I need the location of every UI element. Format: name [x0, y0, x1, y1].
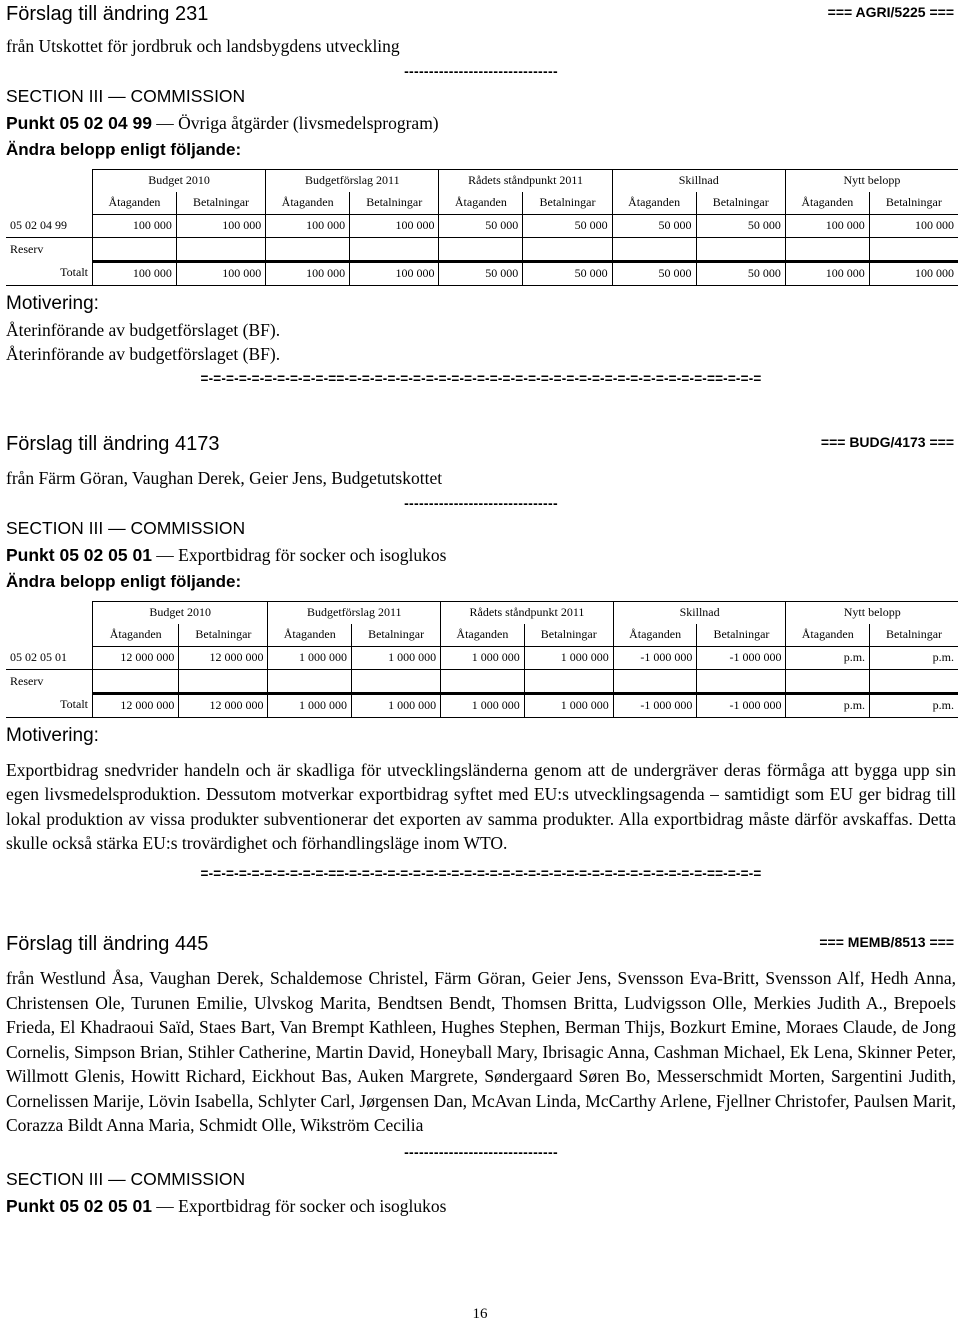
budget-line-text: — Exportbidrag för socker och isoglukos — [151, 544, 447, 565]
table-cell: 12 000 000 — [93, 693, 179, 717]
table-cell: -1 000 000 — [613, 646, 697, 669]
table-cell: 100 000 — [266, 214, 350, 237]
amendment-separator: =-=-=-=-=-=-=-=-=-=-==-=-=-=-=-=-=-=-=-=-=-=-=-=-=-=-=-=-=-=-=-=-=-=-=-=-=-=-=-==-=-=-= — [200, 865, 762, 881]
table-cell: 50 000 — [696, 261, 785, 285]
amendment-separator: =-=-=-=-=-=-=-=-=-=-==-=-=-=-=-=-=-=-=-=-=-=-=-=-=-=-=-=-=-=-=-=-=-=-=-=-=-=-=-==-=-=-= — [200, 370, 762, 386]
table-cell: p.m. — [870, 693, 958, 717]
amendment-reference: === MEMB/8513 === — [819, 934, 954, 950]
table-cell: 1 000 000 — [268, 646, 352, 669]
table-cell: 50 000 — [696, 214, 785, 237]
table-cell: 50 000 — [612, 214, 696, 237]
table-cell: 50 000 — [523, 214, 612, 237]
table-subheader: Åtaganden — [266, 192, 350, 215]
table-subheader: Åtaganden — [441, 624, 525, 647]
table-cell: p.m. — [786, 646, 870, 669]
reserve-label: Reserv — [10, 673, 44, 688]
table-cell: 50 000 — [439, 214, 523, 237]
table-cell: 1 000 000 — [352, 646, 441, 669]
amendment-authors: från Färm Göran, Vaughan Derek, Geier Jens, Budgetutskottet — [6, 468, 443, 488]
budget-table — [6, 601, 958, 718]
budget-line-label: Punkt 05 02 05 01 — [6, 1195, 152, 1216]
table-cell: -1 000 000 — [697, 646, 786, 669]
table-row-label: 05 02 05 01 — [6, 646, 93, 669]
table-subheader: Åtaganden — [786, 624, 870, 647]
table-group-header: Budgetförslag 2011 — [268, 601, 441, 624]
table-cell: 100 000 — [869, 261, 958, 285]
table-group-header: Nytt belopp — [785, 169, 958, 192]
table-subheader-row — [6, 624, 958, 647]
total-label: Totalt — [6, 261, 93, 285]
table-subheader: Betalningar — [870, 624, 958, 647]
table-group-header: Rådets ståndpunkt 2011 — [439, 169, 612, 192]
table-cell: 12 000 000 — [179, 646, 268, 669]
table-subheader: Betalningar — [176, 192, 265, 215]
table-cell: 50 000 — [523, 261, 612, 285]
table-subheader: Betalningar — [696, 192, 785, 215]
table-subheader: Betalningar — [350, 192, 439, 215]
table-subheader: Åtaganden — [93, 624, 179, 647]
table-subheader: Betalningar — [524, 624, 613, 647]
table-subheader-row — [6, 192, 958, 215]
table-cell: p.m. — [786, 693, 870, 717]
table-cell: 100 000 — [350, 261, 439, 285]
table-group-header: Skillnad — [612, 169, 785, 192]
table-cell: 1 000 000 — [524, 646, 613, 669]
budget-line-label: Punkt 05 02 05 01 — [6, 544, 152, 565]
table-subheader: Betalningar — [523, 192, 612, 215]
dash-separator: ------------------------------- — [404, 1143, 558, 1160]
table-row-label: 05 02 04 99 — [6, 214, 93, 237]
table-group-header-row — [6, 601, 958, 624]
budget-line-text: — Övriga åtgärder (livsmedelsprogram) — [151, 112, 439, 133]
table-subheader: Åtaganden — [268, 624, 352, 647]
table-cell: 100 000 — [869, 214, 958, 237]
amendment-reference: === BUDG/4173 === — [820, 434, 954, 450]
table-total-row — [6, 261, 958, 285]
table-group-header: Budget 2010 — [93, 601, 268, 624]
table-subheader: Åtaganden — [785, 192, 869, 215]
table-group-header: Skillnad — [613, 601, 786, 624]
table-cell: 100 000 — [93, 261, 177, 285]
table-cell: p.m. — [870, 646, 958, 669]
table-total-row — [6, 693, 958, 717]
table-subheader: Betalningar — [869, 192, 958, 215]
dash-separator: ------------------------------- — [404, 62, 558, 79]
section-heading: SECTION III — COMMISSION — [6, 517, 246, 538]
budget-line-heading — [6, 109, 956, 137]
table-subheader: Åtaganden — [93, 192, 177, 215]
table-subheader: Betalningar — [352, 624, 441, 647]
table-cell: -1 000 000 — [613, 693, 697, 717]
table-cell: 100 000 — [266, 261, 350, 285]
table-cell: 100 000 — [93, 214, 177, 237]
amendment-title: Förslag till ändring 231 — [6, 3, 209, 25]
table-cell: 100 000 — [176, 214, 265, 237]
table-subheader: Åtaganden — [439, 192, 523, 215]
budget-line-label: Punkt 05 02 04 99 — [6, 112, 152, 133]
motivation-text: Exportbidrag snedvrider handeln och är skadliga för utvecklingsländerna genom att de undergräver deras förmåga att bygga upp sin egen livsmedelsproduktion. Dessutom motverkar exportbidrag syftet med EU:s utvecklingsagenda – samtidigt som EU ger bidrag till lokal produktion av vissa produkter subventionerar det exporten av samma produkter. Alla exportbidrag måste därför avskaffas. Detta skulle också stärka EU:s trovärdighet och förhandlingsläge inom WTO. — [6, 759, 956, 853]
change-amount-heading: Ändra belopp enligt följande: — [6, 571, 242, 591]
table-cell: 100 000 — [350, 214, 439, 237]
section-heading: SECTION III — COMMISSION — [6, 85, 246, 106]
budget-line-text: — Exportbidrag för socker och isoglukos — [151, 1195, 447, 1216]
section-heading: SECTION III — COMMISSION — [6, 1168, 246, 1189]
table-cell: 100 000 — [176, 261, 265, 285]
budget-table — [6, 169, 958, 286]
table-cell: 12 000 000 — [93, 646, 179, 669]
table-cell: 100 000 — [785, 214, 869, 237]
change-amount-heading: Ändra belopp enligt följande: — [6, 139, 242, 159]
table-reserve-row — [6, 669, 958, 693]
amendment-231 — [6, 0, 956, 389]
table-group-header-row — [6, 169, 958, 192]
table-cell: 50 000 — [439, 261, 523, 285]
amendment-445 — [6, 930, 956, 1220]
table-cell: 1 000 000 — [524, 693, 613, 717]
table-cell: 50 000 — [612, 261, 696, 285]
amendment-authors: från Westlund Åsa, Vaughan Derek, Schaldemose Christel, Färm Göran, Geier Jens, Svensson Eva-Britt, Svensson Alf, Hedh Anna, Christensen Ole, Turunen Emilie, Ulvskog Marita, Bendtsen Bendt, Thomsen Britta, Ludvigsson Olle, Merkies Judith A., Brepoels Frieda, El Khadraoui Saïd, Staes Bart, Van Brempt Kathleen, Hughes Stephen, Berman Thijs, Bozkurt Emine, Moraes Claude, de Jong Cornelis, Simpson Brian, Stihler Catherine, Martin David, Honeyball Mary, Ibrisagic Anna, Cashman Michael, Ek Lena, Skinner Peter, Willmott Glenis, Howitt Richard, Eickhout Bas, Auken Margrete, Søndergaard Søren Bo, Messerschmidt Morten, Sargentini Judith, Cornelissen Marije, Lövin Isabella, Schlyter Carl, Jørgensen Dan, McAvan Linda, McCarthy Arlene, Fjellner Christofer, Paulsen Marit, Corazza Bildt Anna Maria, Schmidt Olle, Wikström Cecilia — [6, 968, 956, 1135]
motivation-text: Återinförande av budgetförslaget (BF). — [6, 319, 281, 340]
table-cell: 1 000 000 — [268, 693, 352, 717]
amendment-title: Förslag till ändring 445 — [6, 933, 209, 955]
total-label: Totalt — [6, 693, 93, 717]
amendment-4173 — [6, 430, 956, 884]
table-row — [6, 214, 958, 237]
table-group-header: Budget 2010 — [93, 169, 266, 192]
table-group-header: Nytt belopp — [786, 601, 958, 624]
amendment-title: Förslag till ändring 4173 — [6, 433, 220, 455]
table-cell: -1 000 000 — [697, 693, 786, 717]
budget-line-heading — [6, 1192, 956, 1220]
motivation-heading: Motivering: — [6, 724, 99, 746]
motivation-text: Återinförande av budgetförslaget (BF). — [6, 344, 281, 364]
reserve-label: Reserv — [10, 241, 44, 256]
table-cell: 100 000 — [785, 261, 869, 285]
amendment-authors: från Utskottet för jordbruk och landsbygdens utveckling — [6, 36, 400, 56]
dash-separator: ------------------------------- — [404, 494, 558, 511]
table-subheader: Åtaganden — [613, 624, 697, 647]
table-group-header: Budgetförslag 2011 — [266, 169, 439, 192]
page-number: 16 — [472, 1306, 488, 1322]
table-cell: 1 000 000 — [441, 646, 525, 669]
amendment-reference: === AGRI/5225 === — [827, 4, 954, 20]
motivation-heading: Motivering: — [6, 292, 99, 314]
table-cell: 1 000 000 — [441, 693, 525, 717]
table-cell: 1 000 000 — [352, 693, 441, 717]
table-group-header: Rådets ståndpunkt 2011 — [441, 601, 614, 624]
table-subheader: Betalningar — [179, 624, 268, 647]
table-subheader: Åtaganden — [612, 192, 696, 215]
table-cell: 12 000 000 — [179, 693, 268, 717]
table-row — [6, 646, 958, 669]
table-reserve-row — [6, 237, 958, 261]
table-subheader: Betalningar — [697, 624, 786, 647]
budget-line-heading — [6, 541, 956, 569]
